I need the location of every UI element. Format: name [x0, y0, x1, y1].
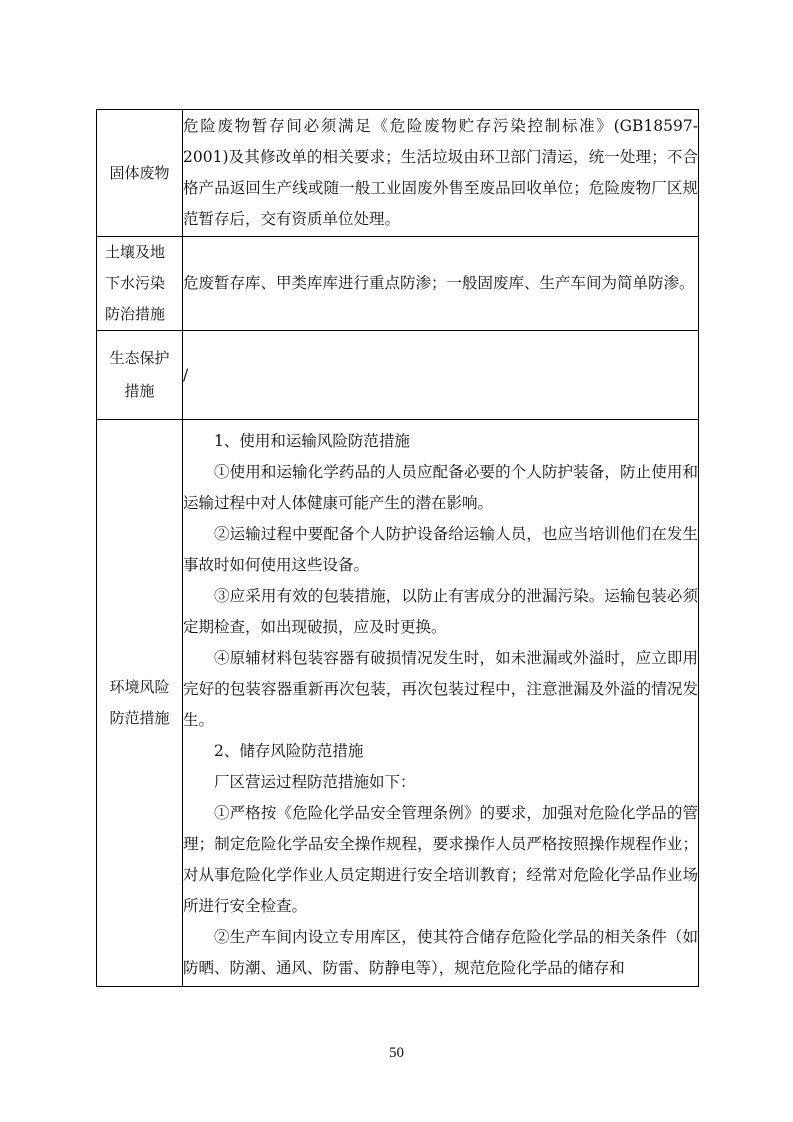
content-paragraph: ④原辅材料包装容器有破损情况发生时，如未泄漏或外溢时，应立即用完好的包装容器重新再次包装，再次包装过程中，注意泄漏及外溢的情况发生。: [183, 649, 698, 729]
row-label: 固体废物: [97, 110, 183, 237]
content-paragraph: ③应采用有效的包装措施，以防止有害成分的泄漏污染。运输包装必须定期检查，如出现破损，应及时更换。: [183, 587, 698, 636]
content-paragraph: 危险废物暂存间必须满足《危险废物贮存污染控制标准》(GB18597-2001)及其修改单的相关要求；生活垃圾由环卫部门清运，统一处理；不合格产品返回生产线或随一般工业固废外售至废品回收单位；危险废物厂区规范暂存后，交有资质单位处理。: [183, 117, 698, 228]
content-paragraph: ②生产车间内设立专用库区，使其符合储存危险化学品的相关条件（如防晒、防潮、通风、防雷、防静电等），规范危险化学品的储存和: [183, 928, 698, 977]
row-content: [183, 237, 699, 331]
row-content: [183, 420, 699, 987]
page-number: 50: [389, 1045, 404, 1061]
row-label: 土壤及地下水污染防治措施: [97, 237, 183, 331]
row-label: 生态保护措施: [97, 331, 183, 420]
content-paragraph: ②运输过程中要配备个人防护设备给运输人员，也应当培训他们在发生事故时如何使用这些设备。: [183, 525, 698, 574]
row-content: [183, 331, 699, 420]
content-paragraph: 厂区营运过程防范措施如下：: [214, 773, 416, 791]
content-paragraph: ①严格按《危险化学品安全管理条例》的要求，加强对危险化学品的管理；制定危险化学品安全操作规程，要求操作人员严格按照操作规程作业；对从事危险化学作业人员定期进行安全培训教育；经常对危险化学品作业场所进行安全检查。: [183, 804, 698, 915]
content-paragraph: ①使用和运输化学药品的人员应配备必要的个人防护装备，防止使用和运输过程中对人体健康可能产生的潜在影响。: [183, 463, 698, 512]
content-paragraph: 2、储存风险防范措施: [214, 742, 364, 760]
content-paragraph: 1、使用和运输风险防范措施: [214, 432, 410, 450]
measures-table: [96, 109, 699, 987]
row-content: [183, 110, 699, 237]
row-label: 环境风险防范措施: [97, 420, 183, 987]
table-row-soil-groundwater: [97, 237, 699, 331]
table-row-env-risk: [97, 420, 699, 987]
content-paragraph: /: [183, 365, 189, 384]
table-row-solid-waste: [97, 110, 699, 237]
content-paragraph: 危废暂存库、甲类库库进行重点防渗；一般固废库、生产车间为简单防渗。: [183, 274, 695, 292]
table-row-ecology: [97, 331, 699, 420]
